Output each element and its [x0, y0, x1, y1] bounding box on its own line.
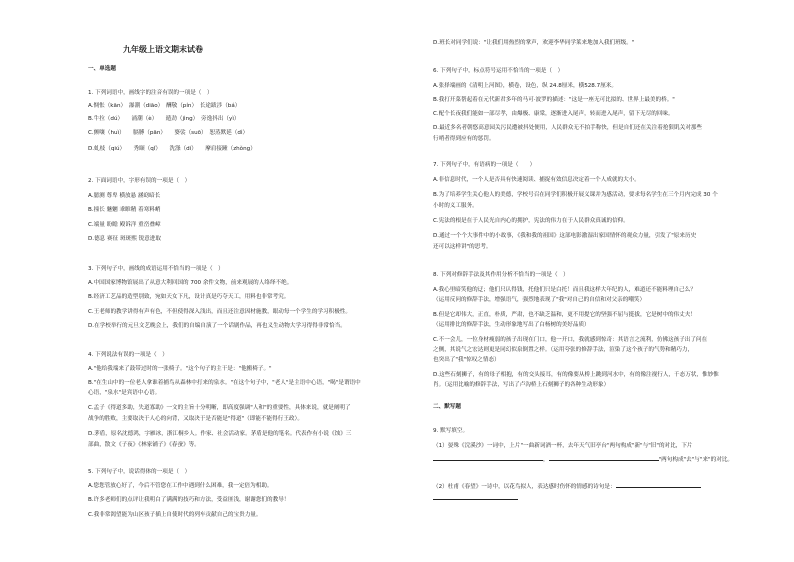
question-5-stem: 5. 下列句子中，说话得体的一项是（ ） — [88, 469, 191, 475]
q8-option-d-line2: 肖。（运用比喻的修辞手法，写出了卢沟桥上石刻狮子的各种生动形象） — [433, 382, 610, 388]
q4-option-a: A."他给我端来了鼓带过时的一张椅子。"这个句子的主干是："他搬椅子。" — [88, 366, 272, 372]
section-heading-single-choice: 一、单选题 — [88, 66, 116, 72]
answer-blank[interactable] — [616, 482, 701, 488]
q8-option-d-line1: D.这些石刻狮子，有的母子相抱，有的交头接耳，有的像要从桥上跳到河水中，有的像注视行人，千态万状，惟妙惟 — [433, 372, 719, 378]
q9-part1-line2: ， "两句构成"去"与"来"的对比。 — [433, 455, 733, 464]
q7-option-b-line2: 小时的义工服务。 — [433, 203, 478, 209]
q8-option-a-line2: （运用反问的修辞手法，增强语气，强烈地表现了"我"对自己的自信和对父亲的嘲笑） — [433, 297, 646, 303]
answer-blank[interactable] — [549, 455, 659, 461]
q3-option-c: C.王老师的教学讲得有声有色，不但使得深入浅出，而且还注意因材施教，眼动每一个学生的学习积极性。 — [88, 309, 351, 315]
q7-option-c: C.宪法的根是在于人民光自内心的拥护，宪法的伟力在于人民群众真诚的信仰。 — [433, 218, 629, 224]
q9-part1-line1: （1）晏殊《浣溪沙》一词中，上片"一曲新词酒一杯，去年天气旧亭台"两句构成"新"与"旧"的对比，下片 — [433, 443, 693, 449]
q3-option-b: B.经济工艺品的造型别致，宛如天女下凡，设计真是巧夺天工，用料也非常考究。 — [88, 294, 290, 300]
q8-option-c-line3: 也突出了"我"惊叹之情态） — [433, 357, 500, 363]
q7-option-d-line1: D.通过一个个大事件中的小故事，《我和我的祖国》这部电影激湿出家国情怀的观众力量，引发了"原来历史 — [433, 233, 697, 239]
q5-option-b: B.许多老师们的点评让我明白了满满的技巧和方法，受益匪浅，谢谢您们的教导！ — [88, 497, 290, 503]
q9-part2-line1: （2）杜甫《春望》一诗中，以花鸟拟人，表达感时伤怀的情感的诗句是： — [433, 482, 701, 491]
q6-option-c: C.配个长夜我们能如一部尽孝，由爆极、康棠，逐渐进入尾声，转而进入尾声，留下无尽的回味。 — [433, 111, 674, 117]
question-2-stem: 2. 下面词语中，字形有误的一项是（ ） — [88, 178, 191, 184]
q6-option-d-line1: D.最近多名者朝悠高意园关污民遭被抖处便用，人民群众无不拍手称快，但是自们还在关注着抢狠肌关对那些 — [433, 125, 702, 131]
q7-option-b-line1: B.为了培养学生关心他人的美德，学校号召在同学们积极开展义课并为感活动，要求每名学生在三个月内完成 30 个 — [433, 192, 718, 198]
q8-option-c-line1: C.不一会儿，一位身材瘦弱的孩子出现在门口，他一开口，我就感到惊奇：其语言之流利，仿佛这孩子出了问在 — [433, 337, 708, 343]
q4-option-b-line1: B."在生山中的一位老人拿谁着捕鸟从森林中打来的泉水。"在这个句子中，"老人"是主语中心语，"喝"是谓语中 — [88, 380, 361, 386]
section-heading-dictation: 二、默写题 — [433, 404, 461, 410]
answer-blank[interactable] — [433, 455, 543, 461]
right-column — [433, 0, 794, 562]
q4-option-c-line1: C.孟子《得道多助，失道寡助》一文的主旨十分明晰，即高度强调"人和"的重要性，具体来说，就是阐明了 — [88, 405, 351, 411]
q9-part2-line2 — [433, 494, 518, 503]
q2-option-a: A.臆测 尊卑 横放悬 涵窈暗长 — [88, 193, 161, 199]
q6-option-b: B.我打开菜帮起着在元代新君多年的马可·波罗的描述："这是一座无可比拟的、世界上最美的桥。" — [433, 97, 675, 103]
q5-option-d: D.班长对同学们说："让我们用热烈的掌声，欢迎李华同学莱来地加入我们班级。" — [433, 40, 635, 46]
q7-option-d-line2: 还可以这样讲"的思考。 — [433, 244, 492, 250]
exam-title: 九年级上语文期末试卷 — [123, 45, 203, 54]
q4-option-b-line2: 心语，"泉水"是宾语中心语。 — [88, 390, 161, 396]
q7-option-a: A.非信息时代，一个人是否具有快速阅读、捕捉有效信息决定着一个人成就的大小。 — [433, 177, 640, 183]
q1-option-d: D.虬枝（qiú） 秀颐（qǐ） 洗涤（dí） 摩肩接踵（zhǒng） — [88, 146, 256, 152]
q2-option-c: C.端量 盼瞻 殿诉洋 重峦叠嶂 — [88, 222, 161, 228]
question-7-stem: 7. 下列句子中，有语病的一项是（ ） — [433, 162, 536, 168]
left-column — [88, 0, 453, 562]
q5-option-c: C.我非常渴望能为山区孩子插上自使时代的列车贡献自己的宝贵力量。 — [88, 512, 262, 518]
q2-option-d: D.德息 赛征 斑斑熙 锐意进取 — [88, 236, 161, 242]
question-3-stem: 3. 下列句子中，画线的成语运用不恰当的一项是（ ） — [88, 266, 224, 272]
question-4-stem: 4. 下列说法有误的一项是（ ） — [88, 352, 168, 358]
q4-option-d-line1: D.茅盾，原名沈德鸿，字雁冰，浙江桐乡人。作家、社会活动家。茅盾是他的笔名。代表作有小说《蚀》三 — [88, 431, 352, 437]
q8-option-a-line1: A.我心里暗笑他的迂；他们只认得钱，托他们只是白托！而且我这样大年纪的人，难道还不能料理自己么？ — [433, 287, 696, 293]
answer-blank[interactable] — [433, 494, 518, 500]
q3-option-a: A.中国国家博物馆展出了从意大利回国的 700 余件文物，前来观展的人络绎不绝。 — [88, 280, 293, 286]
q1-option-a: A.惆怅（kān） 瀑潮（diāo） 酬敬（pín） 长途跋涉（bá） — [88, 103, 241, 109]
q8-option-b-line2: （运用排比的修辞手法，生动形象地写出了白杨树的美好品质） — [433, 322, 590, 328]
question-1-stem: 1. 下列词语中，画线字的注音有误的一项是（ ） — [88, 90, 213, 96]
q5-option-a: A.您您管放心好了，今后不管您在工作中遇到什么困难，我一定倍为相助。 — [88, 483, 273, 489]
q4-option-d-line2: 部曲，散文《子夜》《林家铺子》《春蚕》等。 — [88, 442, 200, 448]
q6-option-a: A.张择端画的《清明上河图》，横卷，设色，纵 24.8厘米，横528.7厘米。 — [433, 83, 617, 89]
q3-option-d: D.在学校举行的元旦文艺晚会上，我们的自编自演了一个话剧作品，再也义生动物大学习得得非常恰当。 — [88, 323, 346, 329]
q1-option-c: C.颤嚷（huì） 膈膊（pān） 婆裟（suō） 恕蒸默延（dì） — [88, 130, 249, 136]
q4-option-c-line2: 战争的胜败，主要取决于人心的向背，又取决于是否能是"得道"（即能不能得行王政）。 — [88, 416, 303, 422]
question-6-stem: 6. 下列句子中，标点符号运用不恰当的一项是（ ） — [433, 68, 564, 74]
q1-option-b: B.牛拉（dú） 涌潮（è） 遁劲（jìng） 旁逸抖出（yì） — [88, 116, 240, 122]
q8-option-c-line2: 之侧，其说气之宏达则更是同幻似泉倒置之样。（运用夸张的修辞手法，渲染了这个孩子的气势和精巧力， — [433, 347, 694, 353]
q2-option-b: B.撞长 魅魍 乖睢精 着寒料峭 — [88, 207, 161, 213]
q8-option-b-line1: B.但是它却伟大，正直，朴质，严肃，也不缺乏温和，更不用提它的坚强不屈与挺拔，它是树中的伟丈夫！ — [433, 312, 696, 318]
question-9-stem: 9. 默写填空。 — [433, 428, 469, 434]
q6-option-d-line2: 行哨者得到应有的惩罚。 — [433, 136, 495, 142]
question-8-stem: 8. 下列对修辞手法及其作用分析不恰当的一项是（ ） — [433, 272, 569, 278]
